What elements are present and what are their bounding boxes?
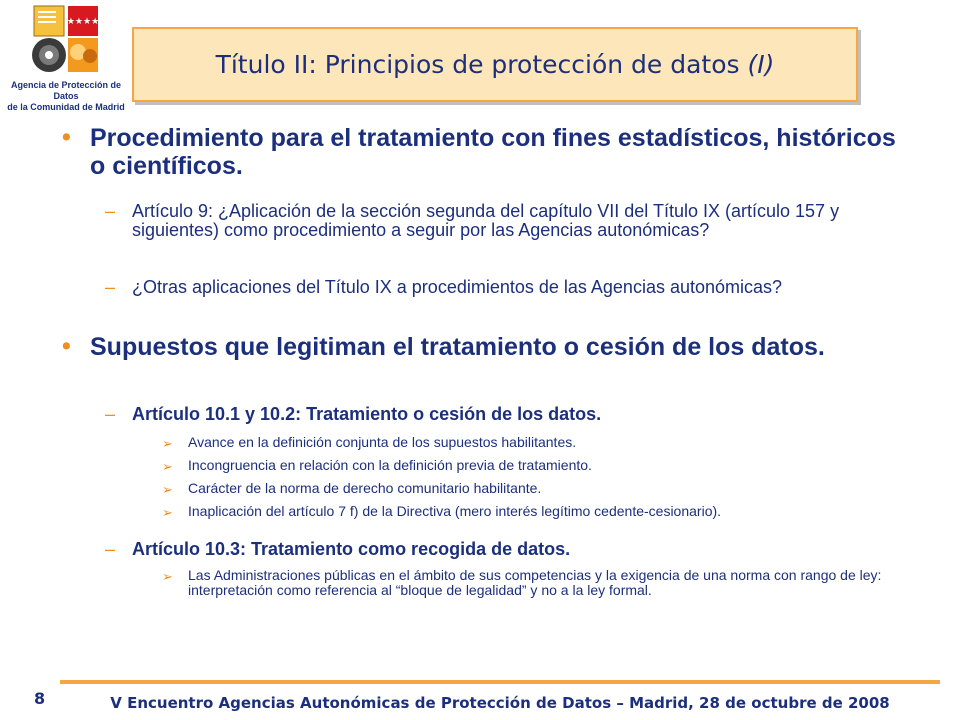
logo-caption-line2: de la Comunidad de Madrid (7, 102, 125, 112)
detail-item-text: Incongruencia en relación con la definición previa de tratamiento. (188, 457, 592, 473)
svg-text:★★★★: ★★★★ (66, 17, 100, 27)
logo-caption (2, 80, 130, 113)
arrow-bullet-icon: ➢ (162, 569, 173, 584)
bullet-procedimiento (62, 124, 902, 180)
arrow-bullet-icon: ➢ (162, 482, 173, 497)
sub-bullet-text: Artículo 10.3: Tratamiento como recogida de datos. (132, 539, 571, 559)
detail-item (162, 481, 902, 496)
bullet-supuestos (62, 333, 902, 361)
sub-bullet-articulo-9 (105, 202, 905, 240)
logo-graphic (0, 0, 132, 80)
footer-text: V Encuentro Agencias Autonómicas de Protección de Datos – Madrid, 28 de octubre de 2008 (110, 694, 890, 712)
detail-item-text: Inaplicación del artículo 7 f) de la Directiva (mero interés legítimo cedente-cesionario). (188, 503, 722, 519)
logo-caption-line1: Agencia de Protección de Datos (10, 80, 122, 101)
detail-item-text: Avance en la definición conjunta de los supuestos habilitantes. (188, 434, 577, 450)
detail-item-text: Carácter de la norma de derecho comunitario habilitante. (188, 480, 542, 496)
slide-title-box (132, 27, 858, 102)
bullet-marker: • (62, 123, 71, 151)
bullet-marker: • (62, 332, 71, 360)
sub-bullet-marker: – (105, 539, 116, 559)
sub-bullet-marker: – (105, 201, 116, 221)
sub-bullet-text: Artículo 10.1 y 10.2: Tratamiento o cesión de los datos. (132, 404, 602, 424)
slide-title (216, 50, 775, 79)
footer-divider (60, 680, 940, 684)
agency-logo (0, 0, 132, 112)
arrow-bullet-icon: ➢ (162, 459, 173, 474)
sub-bullet-text: Artículo 9: ¿Aplicación de la sección segunda del capítulo VII del Título IX (artículo 157 y siguientes) como procedimiento a seguir por las Agencias autonómicas? (132, 201, 840, 240)
slide-title-main: Título II: Principios de protección de datos (215, 50, 748, 79)
arrow-bullet-icon: ➢ (162, 436, 173, 451)
sub-bullet-marker: – (105, 277, 116, 297)
page-number: 8 (34, 689, 46, 708)
detail-item (162, 458, 902, 473)
arrow-bullet-icon: ➢ (162, 505, 173, 520)
sub-bullet-marker: – (105, 404, 116, 424)
bullet-text: Supuestos que legitiman el tratamiento o cesión de los datos. (90, 333, 825, 361)
detail-item (162, 435, 902, 450)
bullet-text: Procedimiento para el tratamiento con fines estadísticos, históricos o científicos. (90, 124, 896, 180)
sub-bullet-articulo-10-1 (105, 405, 905, 424)
sub-bullet-otras-aplicaciones (105, 278, 905, 297)
sub-bullet-articulo-10-3 (105, 540, 905, 559)
detail-item (162, 504, 902, 519)
sub-bullet-text: ¿Otras aplicaciones del Título IX a procedimientos de las Agencias autonómicas? (132, 277, 783, 297)
detail-item (162, 568, 902, 598)
slide-title-suffix: (I) (747, 50, 775, 79)
detail-item-text: Las Administraciones públicas en el ámbito de sus competencias y la exigencia de una norma con rango de ley: interpretación como referencia al “bloque de legalidad” y no a la ley formal. (188, 567, 882, 598)
